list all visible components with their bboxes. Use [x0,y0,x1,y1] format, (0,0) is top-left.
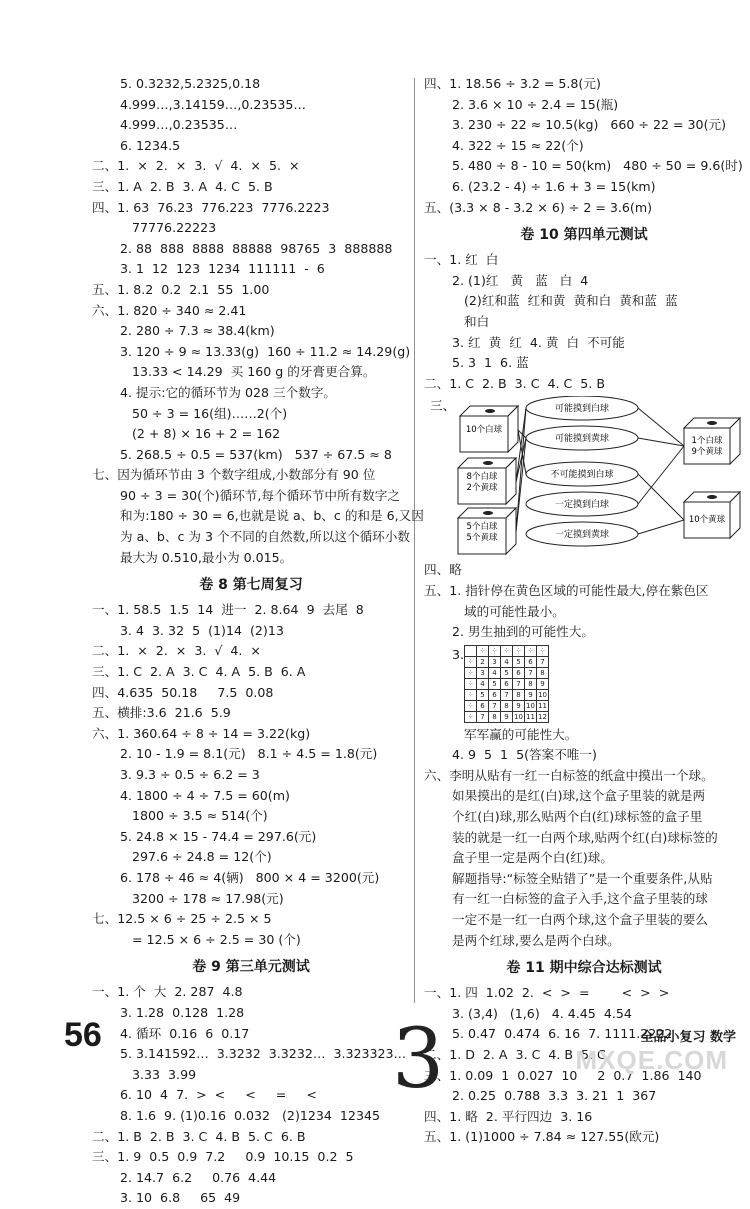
answer-line: 五、1. 8.2 0.2 2.1 55 1.00 [92,281,270,297]
answer-line: 3. 1 12 123 1234 111111 - 6 [120,261,325,277]
grid-cell: 11 [526,712,535,721]
grid-cell: 9 [513,700,525,711]
grid-cell: 5 [513,656,525,667]
grid-cell: 7 [501,689,513,700]
grid-cell: 5 [501,667,513,678]
answer-line: 三、1. C 2. A 3. C 4. A 5. B 6. A [92,664,306,680]
answer-line: 6. 178 ÷ 46 ≈ 4(辆) 800 × 4 = 3200(元) [120,869,380,885]
grid-cell: 4 [501,656,513,667]
grid-cell: ⁘ [465,689,477,700]
answer-line: 5. 0.3232,5.2325,0.18 [120,76,261,91]
answer-line: 个红(白)球,那么贴两个白(红)球标签的盒子里 [452,809,703,825]
grid-cell: 6 [489,689,501,700]
answer-line: 2. 88 888 8888 88888 98765 3 888888 [120,240,393,256]
answer-line: 1800 ÷ 3.5 ≈ 514(个) [132,808,268,824]
grid-cell: ⁘ [537,645,549,656]
grid-cell: 6 [477,700,489,711]
dice-sum-grid [424,645,744,723]
answer-line: 3. 10 6.8 65 49 [120,1190,241,1206]
grid-cell: 10 [514,712,523,721]
answer-line: 77776.22223 [132,220,217,236]
answer-line: 一、1. 四 1.02 2. < > = < > > [424,985,670,1001]
answer-line: 域的可能性最小。 [464,603,565,619]
grid-cell: 8 [513,689,525,700]
svg-text:8个白球: 8个白球 [466,472,498,483]
answer-line: 4.999…,3.14159…,0.23535… [120,96,306,112]
answer-line: 3. 1.28 0.128 1.28 [120,1004,245,1020]
diagram-svg [430,396,748,560]
answer-line: 是两个红球,要么是两个白球。 [452,932,620,948]
answer-line: 四、1. 略 2. 平行四边 3. 16 [424,1108,593,1124]
answer-line: 4. 循环 0.16 6 0.17 [120,1025,250,1041]
answer-line: 90 ÷ 3 = 30(个)循环节,每个循环节中所有数字之 [120,487,400,503]
grid-cell: 8 [537,667,549,678]
answer-line: 和为:180 ÷ 30 = 6,也就是说 a、b、c 的和是 6,又因 [120,508,424,524]
answer-line: 一定不是一红一白两个球,这个盒子里装的要么 [452,912,708,928]
answer-line: 3.33 3.99 [132,1066,197,1082]
answer-line: 2. 10 - 1.9 = 8.1(元) 8.1 ÷ 4.5 = 1.8(元) [120,746,378,762]
answer-line: 4. 1800 ÷ 4 ÷ 7.5 = 60(m) [120,787,290,803]
answer-line: (2 + 8) × 16 + 2 = 162 [132,426,281,442]
connector-line [638,474,684,520]
right-column [424,74,744,1148]
answer-line: 6. 10 4 7. > < < = < [120,1087,317,1103]
answer-line: 有一红一白标签的盒子入手,这个盒子里装的球 [452,891,708,907]
grid-cell: 5 [477,689,489,700]
grid-cell: ⁘ [465,700,477,711]
section-label: 三、 [430,398,456,414]
brand-label: 全品小复习 数学 [640,1030,736,1045]
svg-text:10个黄球: 10个黄球 [688,515,726,526]
grid-cell: 3 [477,667,489,678]
answer-line: 装的就是一红一白两个球,贴两个红(白)球标签的 [452,829,718,845]
answer-line: 三、1. 0.09 1 0.027 10 2 0.7 1.86 140 [424,1067,702,1083]
grid-cell [465,645,477,656]
grid-cell: 7 [537,656,549,667]
answer-line: 5. 3 1 6. 蓝 [452,355,529,371]
grid-cell: 3 [489,656,501,667]
page-number: 56 [64,1016,102,1054]
item-number: 3. [452,646,465,662]
oval-label: 可能摸到黄球 [554,434,610,445]
answer-line: 2. 0.25 0.788 3.3 3. 21 1 367 [452,1088,657,1104]
grid-cell: 7 [477,711,489,722]
oval-label: 不可能摸到白球 [550,470,614,481]
probability-matching-diagram [430,396,748,560]
answer-line: 4. 322 ÷ 15 ≈ 22(个) [452,137,584,153]
answer-line: 二、1. × 2. × 3. √ 4. × 5. × [92,158,300,174]
answer-line: 4. 提示:它的循环节为 028 三个数字。 [120,384,337,400]
answer-line: (2)红和蓝 红和黄 黄和白 黄和蓝 蓝 [464,293,678,309]
connector-line [516,438,526,532]
grid-cell: 4 [489,667,501,678]
connector-line [638,520,684,534]
answer-line: 二、1. B 2. B 3. C 4. B 5. C 6. B [92,1128,306,1144]
answer-line: 四、4.635 50.18 7.5 0.08 [92,684,274,700]
answer-line: 如果摸出的是红(白)球,这个盒子里装的就是两 [452,788,706,804]
answer-line: 六、1. 360.64 ÷ 8 ÷ 14 = 3.22(kg) [92,725,311,741]
answer-line: 2. 3.6 × 10 ÷ 2.4 = 15(瓶) [452,96,619,112]
handwritten-mark: 3 [392,1012,445,1107]
answer-line: 13.33 < 14.29 买 160 g 的牙膏更合算。 [132,364,376,380]
answer-line: 3. (3,4) (1,6) 4. 4.45 4.54 [452,1005,632,1021]
section-heading: 卷 10 第四单元测试 [520,227,648,244]
grid-cell: 7 [525,667,537,678]
grid-cell: 11 [538,701,547,710]
answer-line: 一、1. 个 大 2. 287 4.8 [92,984,243,1000]
grid-cell: 6 [513,667,525,678]
connector-line [638,446,684,504]
answer-line: 6. 1234.5 [120,137,181,153]
svg-text:10个白球: 10个白球 [465,425,503,436]
answer-line: 三、1. 9 0.5 0.9 7.2 0.9 10.15 0.2 5 [92,1149,354,1165]
watermark: MXQE.COM [575,1045,728,1075]
answer-line: 三、1. A 2. B 3. A 4. C 5. B [92,178,273,194]
grid-cell: 8 [525,678,537,689]
answer-line: 最大为 0.510,最小为 0.015。 [120,549,293,565]
answer-line: 一、1. 红 白 [424,252,499,268]
grid-cell: 4 [477,678,489,689]
answer-line: 4.999…,0.23535… [120,117,238,133]
grid-cell: 2 [477,656,489,667]
grid-cell: ⁘ [489,645,501,656]
answer-line: 七、12.5 × 6 ÷ 25 ÷ 2.5 × 5 [92,911,272,927]
answer-line: 五、横排:3.6 21.6 5.9 [92,705,231,721]
answer-line: 50 ÷ 3 = 16(组)……2(个) [132,405,288,421]
answer-line: 二、1. × 2. × 3. √ 4. × [92,643,261,659]
section-heading: 卷 8 第七周复习 [199,577,303,594]
oval-label: 一定摸到白球 [554,500,610,511]
answer-line: 3. 9.3 ÷ 0.5 ÷ 6.2 = 3 [120,767,260,782]
answer-line: 二、1. D 2. A 3. C 4. B 5. C [424,1047,606,1062]
answer-line: 5. 24.8 × 15 - 74.4 = 297.6(元) [120,828,317,844]
ball-box-left [458,508,516,554]
answer-line: 五、1. (1)1000 ÷ 7.84 ≈ 127.55(欧元) [424,1129,660,1145]
grid-cell: ⁘ [525,645,537,656]
section-heading: 卷 9 第三单元测试 [192,959,310,976]
grid-cell: ⁘ [465,678,477,689]
answer-line: 为 a、b、c 为 3 个不同的自然数,所以这个循环小数 [120,529,410,545]
grid-cell: 10 [538,690,547,699]
grid-cell: ⁘ [465,656,477,667]
answer-line: 二、1. C 2. B 3. C 4. C 5. B [424,375,605,391]
connector-line [638,438,684,446]
ball-box-right [684,418,740,464]
section-heading: 卷 11 期中综合达标测试 [506,960,662,977]
answer-line: 军军赢的可能性大。 [464,726,578,742]
answer-line: 5. 480 ÷ 8 - 10 = 50(km) 480 ÷ 50 = 9.6(时) [452,158,743,174]
grid-cell: 9 [525,689,537,700]
answer-line: 一、1. 58.5 1.5 14 进一 2. 8.64 9 去尾 8 [92,602,364,618]
answer-line: = 12.5 × 6 ÷ 2.5 = 30 (个) [132,931,301,947]
grid-cell: 5 [489,678,501,689]
grid-cell: 6 [525,656,537,667]
ball-box-left [458,458,516,504]
svg-text:1个白球: 1个白球 [691,436,723,447]
grid-cell: ⁘ [501,645,513,656]
answer-line: 8. 1.6 9. (1)0.16 0.032 (2)1234 12345 [120,1107,380,1123]
left-column [92,74,424,1209]
grid-cell: ⁘ [477,645,489,656]
grid-cell: 6 [501,678,513,689]
answer-line: 6. (23.2 - 4) ÷ 1.6 + 3 = 15(km) [452,178,656,194]
answer-line: 3. 4 3. 32 5 (1)14 (2)13 [120,622,284,638]
answer-line: 四、略 [424,562,462,578]
oval-label: 可能摸到白球 [554,404,610,415]
ball-box-right [684,492,740,538]
answer-line: 解题指导:“标签全贴错了”是一个重要条件,从贴 [452,870,713,886]
answer-line: 5. 268.5 ÷ 0.5 = 537(km) 537 ÷ 67.5 ≈ 8 [120,446,392,462]
svg-text:5个黄球: 5个黄球 [466,533,498,544]
grid-cell: 12 [538,712,547,721]
grid-cell: 7 [489,700,501,711]
answer-line: 5. 0.47 0.474 6. 16 7. 1111.2222 [452,1026,673,1042]
answer-line: 3. 230 ÷ 22 ≈ 10.5(kg) 660 ÷ 22 = 30(元) [452,117,726,133]
column-divider [414,78,415,1003]
grid-cell: 9 [537,678,549,689]
answer-line: 3. 120 ÷ 9 ≈ 13.33(g) 160 ÷ 11.2 ≈ 14.29(g) [120,343,411,359]
grid-cell: 8 [501,700,513,711]
answer-line: 六、李明从贴有一红一白标签的纸盒中摸出一个球。 [424,767,714,783]
grid-cell: ⁘ [465,711,477,722]
grid-cell: ⁘ [513,645,525,656]
answer-line: 5. 3.141592… 3.3232 3.3232… 3.323323… [120,1046,407,1062]
answer-line: 四、1. 18.56 ÷ 3.2 = 5.8(元) [424,76,601,91]
grid-cell: 7 [513,678,525,689]
grid-cell: ⁘ [465,667,477,678]
answer-line: 和白 [464,313,490,329]
answer-line: 2. (1)红 黄 蓝 白 4 [452,272,589,288]
answer-line: 六、1. 820 ÷ 340 ≈ 2.41 [92,302,247,318]
answer-line: 4. 9 5 1 5(答案不唯一) [452,747,597,763]
answer-line: 2. 14.7 6.2 0.76 4.44 [120,1169,277,1185]
grid-cell: 10 [526,701,535,710]
answer-line: 七、因为循环节由 3 个数字组成,小数部分有 90 位 [92,467,380,483]
connector-line [638,408,684,446]
answer-line: 盒子里一定是两个白(红)球。 [452,850,613,866]
answer-line: 五、(3.3 × 8 - 3.2 × 6) ÷ 2 = 3.6(m) [424,199,653,215]
ball-box-left [460,406,518,452]
svg-text:5个白球: 5个白球 [466,522,498,533]
svg-text:9个黄球: 9个黄球 [691,447,723,458]
oval-label: 一定摸到黄球 [554,530,610,541]
answer-line: 3200 ÷ 178 ≈ 17.98(元) [132,890,284,906]
answer-line: 五、1. 指针停在黄色区域的可能性最大,停在紫色区 [424,582,709,598]
grid-cell: 8 [489,711,501,722]
answer-line: 四、1. 63 76.23 776.223 7776.2223 [92,199,330,215]
svg-text:2个黄球: 2个黄球 [466,483,498,494]
grid-cell: 9 [501,711,513,722]
answer-line: 3. 红 黄 红 4. 黄 白 不可能 [452,334,625,350]
answer-line: 2. 男生抽到的可能性大。 [452,624,594,640]
answer-line: 2. 280 ÷ 7.3 ≈ 38.4(km) [120,323,275,339]
answer-line: 297.6 ÷ 24.8 = 12(个) [132,849,272,865]
